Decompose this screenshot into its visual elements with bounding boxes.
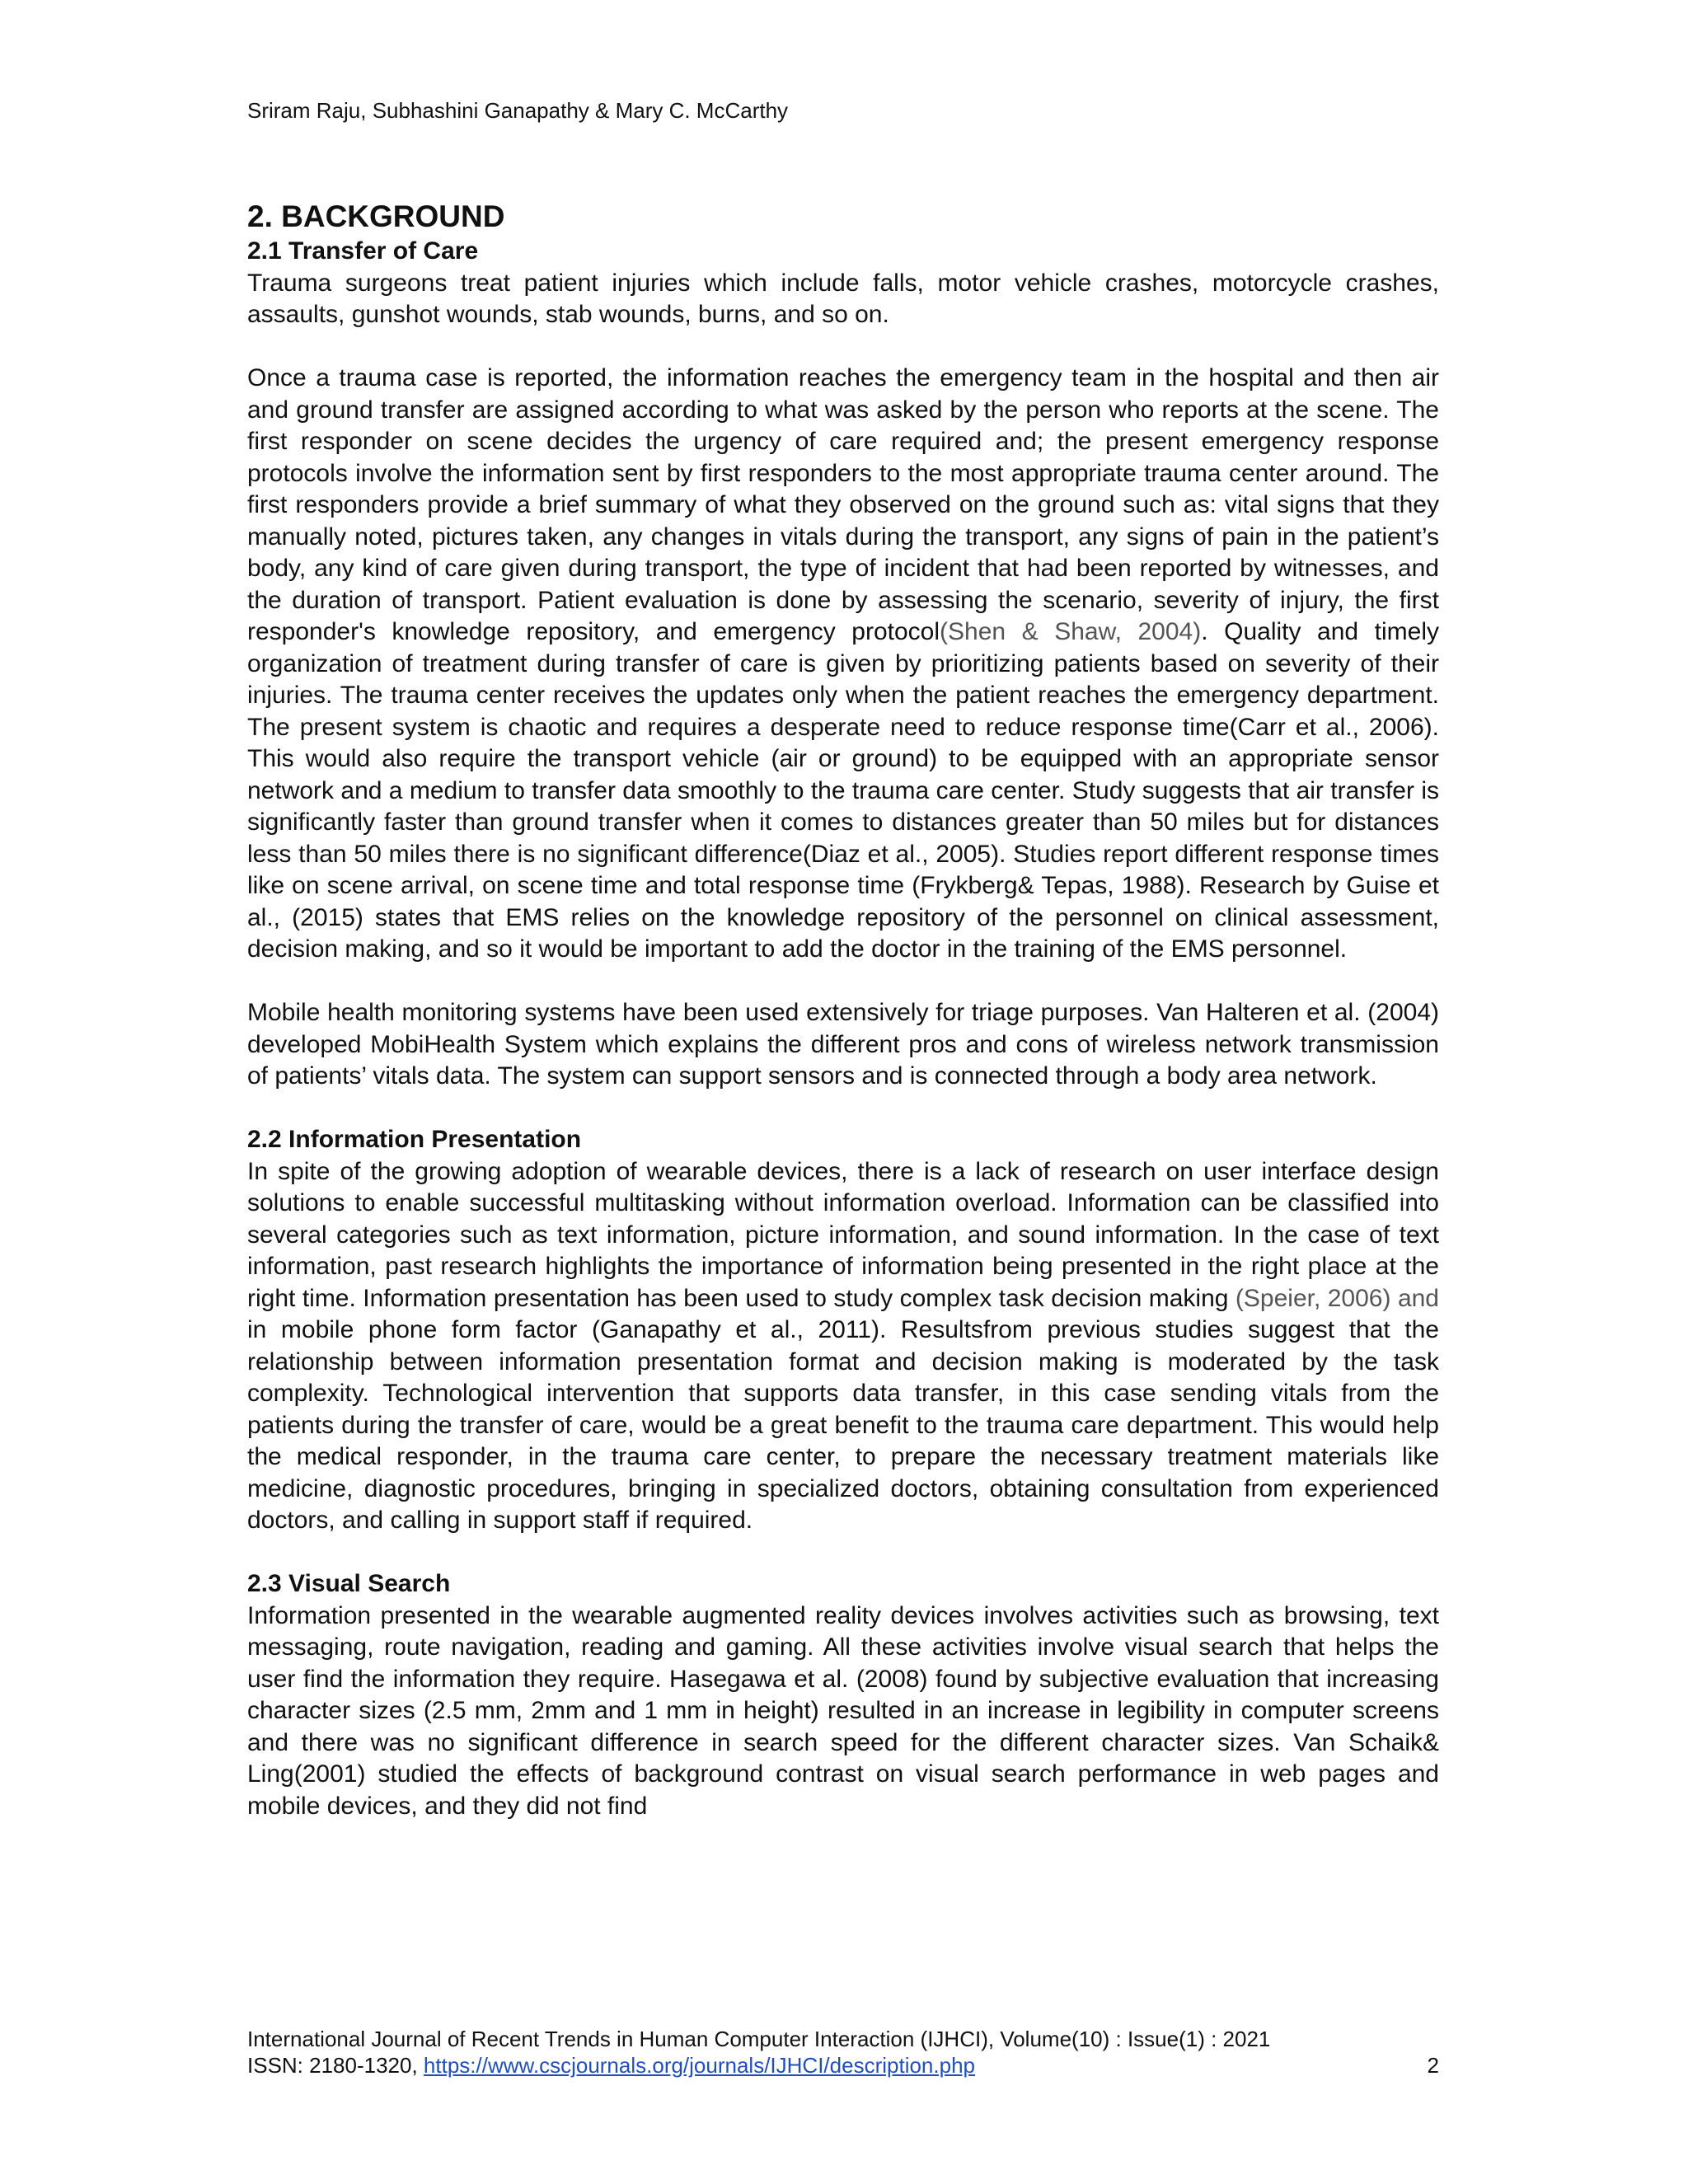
footer-issn-line [247,2052,1439,2079]
paragraph-trauma-surgeons: Trauma surgeons treat patient injuries which include falls, motor vehicle crashes, motorcycle crashes, assaults, gunshot wounds, stab wounds, burns, and so on. [247,269,1439,328]
subsection-title-transfer-of-care: 2.1 Transfer of Care [247,237,479,265]
paragraph-information-presentation [247,1156,1439,1537]
journal-url-link[interactable]: https://www.cscjournals.org/journals/IJHCI/description.php [423,2053,975,2078]
section-title: 2. BACKGROUND [247,199,505,233]
paragraph-text: in mobile phone form factor (Ganapathy et al., 2011). Resultsfrom previous studies suggest that the relationship between information presentation format and decision making is moderated by the task complexity. Technological intervention that supports data transfer, in this case sending vitals from the patients during the transfer of care, would be a great benefit to the trauma care department. This would help the medical responder, in the trauma care center, to prepare the necessary treatment materials like medicine, diagnostic procedures, bringing in specialized doctors, obtaining consultation from experienced doctors, and calling in support staff if required. [247,1316,1439,1534]
subsection-title-visual-search: 2.3 Visual Search [247,1570,451,1597]
footer-issn: ISSN: 2180-1320, [247,2053,424,2078]
footer-issn-group [247,2052,975,2079]
paragraph-text: . Quality and timely organization of treatment during transfer of care is given by prioritizing patients based on severity of their injuries. The trauma center receives the updates only when the patient reaches the emergency department. The present system is chaotic and requires a desperate need to reduce response time(Carr et al., 2006). This would also require the transport vehicle (air or ground) to be equipped with an appropriate sensor network and a medium to transfer data smoothly to the trauma care center. Study suggests that air transfer is significantly faster than ground transfer when it comes to distances greater than 50 miles but for distances less than 50 miles there is no significant difference(Diaz et al., 2005). Studies report different response times like on scene arrival, on scene time and total response time (Frykberg& Tepas, 1988). Research by Guise et al., (2015) states that EMS relies on the knowledge repository of the personnel on clinical assessment, decision making, and so it would be important to add the doctor in the training of the EMS personnel. [247,618,1439,963]
page-footer [247,2026,1439,2079]
main-content [247,198,1439,1822]
running-head-authors: Sriram Raju, Subhashini Ganapathy & Mary C. McCarthy [247,98,789,123]
citation-speier: (Speier, 2006) and [1235,1284,1439,1312]
paragraph-visual-search: Information presented in the wearable augmented reality devices involves activities such as browsing, text messaging, route navigation, reading and gaming. All these activities involve visual search that helps the user find the information they require. Hasegawa et al. (2008) found by subjective evaluation that increasing character sizes (2.5 mm, 2mm and 1 mm in height) resulted in an increase in legibility in computer screens and there was no significant difference in search speed for the different character sizes. Van Schaik& Ling(2001) studied the effects of background contrast on visual search performance in web pages and mobile devices, and they did not find [247,1601,1439,1820]
paragraph-text: Once a trauma case is reported, the information reaches the emergency team in the hospital and then air and ground transfer are assigned according to what was asked by the person who reports at the scene. The first responder on scene decides the urgency of care required and; the present emergency response protocols involve the information sent by first responders to the most appropriate trauma center around. The first responders provide a brief summary of what they observed on the ground such as: vital signs that they manually noted, pictures taken, any changes in vitals during the transport, any signs of pain in the patient’s body, any kind of care given during transport, the type of incident that had been reported by witnesses, and the duration of transport. Patient evaluation is done by assessing the scenario, severity of injury, the first responder's knowledge repository, and emergency protocol [247,364,1439,645]
footer-journal: International Journal of Recent Trends in Human Computer Interaction (IJHCI), Volume(10) : Issue(1) : 2021 [247,2027,1271,2051]
paragraph-trauma-case-reported [247,363,1439,966]
paragraph-text: In spite of the growing adoption of wearable devices, there is a lack of research on user interface design solutions to enable successful multitasking without information overload. Information can be classified into several categories such as text information, picture information, and sound information. In the case of text information, past research highlights the importance of information being presented in the right place at the right time. Information presentation has been used to study complex task decision making [247,1157,1439,1312]
citation-shen-shaw: (Shen & Shaw, 2004) [940,618,1202,645]
subsection-title-information-presentation: 2.2 Information Presentation [247,1126,582,1153]
page-number: 2 [1427,2053,1439,2078]
paragraph-mobile-health: Mobile health monitoring systems have been used extensively for triage purposes. Van Halteren et al. (2004) developed MobiHealth System which explains the different pros and cons of wireless network transmission of patients’ vitals data. The system can support sensors and is connected through a body area network. [247,999,1439,1090]
